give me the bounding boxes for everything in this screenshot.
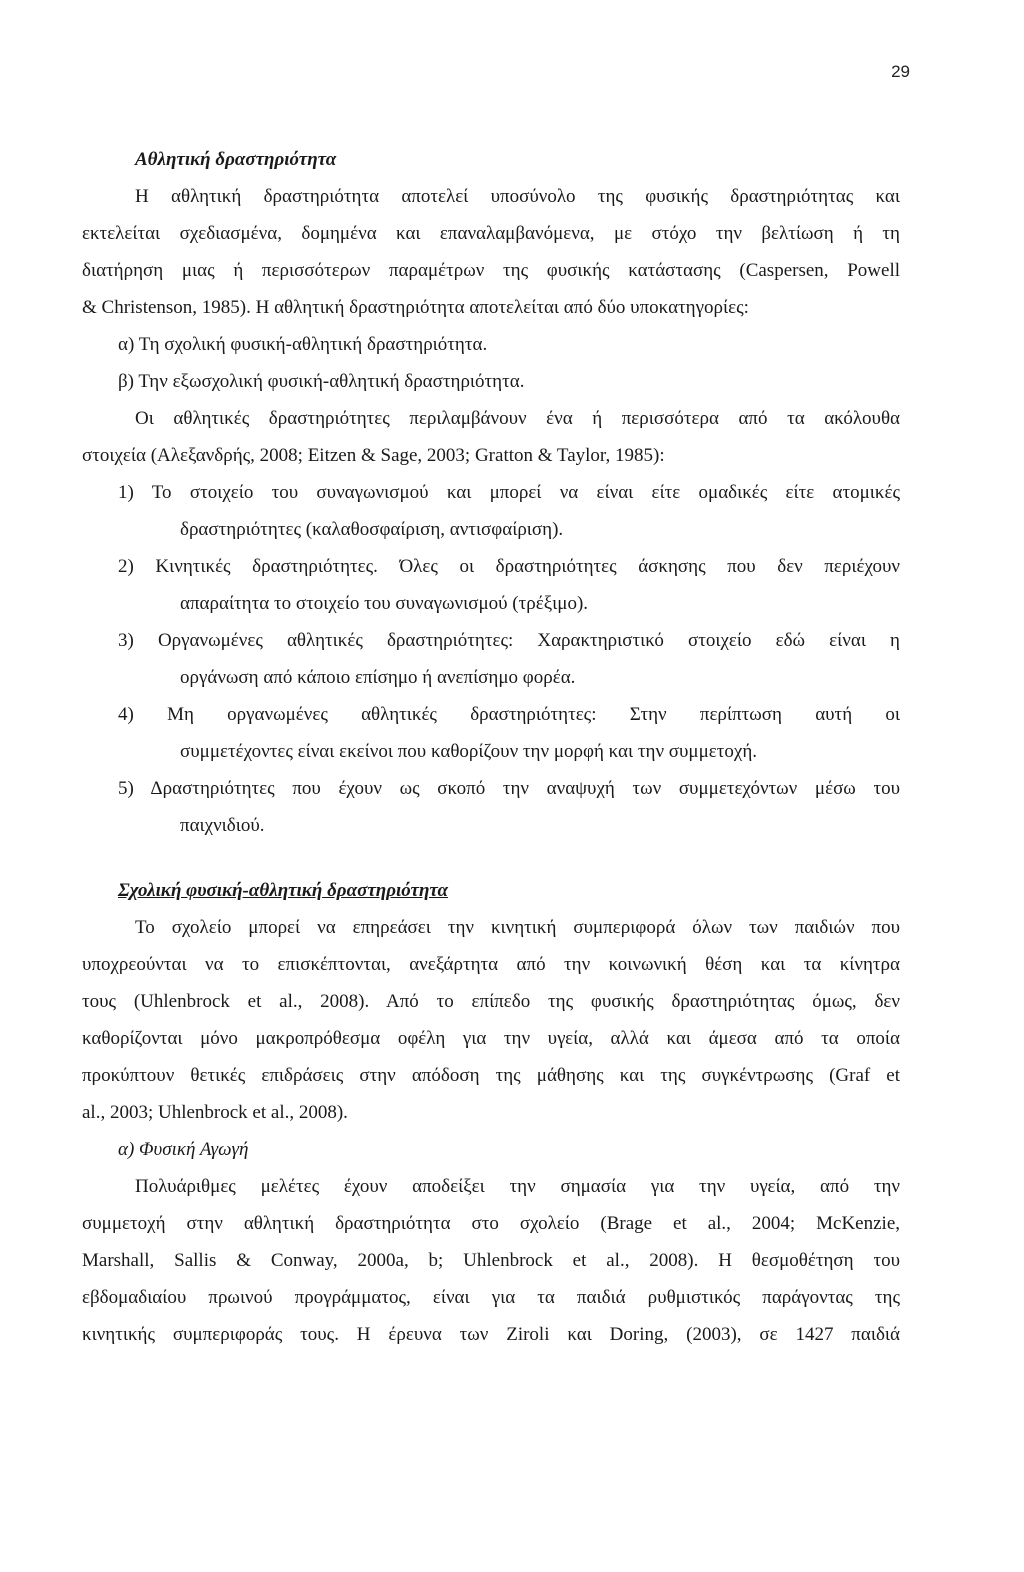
list-item-5-cont: παιχνιδιού. bbox=[180, 815, 265, 836]
subcategory-b: β) Την εξωσχολική φυσική-αθλητική δραστηριότητα. bbox=[118, 371, 525, 392]
paragraph-line: κινητικής συμπεριφοράς τους. Η έρευνα των Ziroli και Doring, (2003), σε 1427 παιδιά bbox=[82, 1324, 900, 1345]
list-item-3-cont: οργάνωση από κάποιο επίσημο ή ανεπίσημο φορέα. bbox=[180, 667, 576, 688]
list-item-2: 2) Κινητικές δραστηριότητες. Όλες οι δραστηριότητες άσκησης που δεν περιέχουν bbox=[118, 556, 900, 577]
list-item-2-cont: απαραίτητα το στοιχείο του συναγωνισμού (τρέξιμο). bbox=[180, 593, 589, 614]
subheading-physical-education: α) Φυσική Αγωγή bbox=[118, 1139, 249, 1160]
paragraph-line: προκύπτουν θετικές επιδράσεις στην απόδοση της μάθησης και της συγκέντρωσης (Graf et bbox=[82, 1065, 900, 1086]
section-heading-athletic-activity: Αθλητική δραστηριότητα bbox=[135, 149, 337, 170]
paragraph-line: διατήρηση μιας ή περισσότερων παραμέτρων της φυσικής κατάστασης (Caspersen, Powell bbox=[82, 260, 900, 281]
paragraph-line: al., 2003; Uhlenbrock et al., 2008). bbox=[82, 1102, 348, 1123]
page-number: 29 bbox=[891, 62, 910, 81]
paragraph-line: Η αθλητική δραστηριότητα αποτελεί υποσύνολο της φυσικής δραστηριότητας και bbox=[135, 186, 900, 207]
paragraph-line: εκτελείται σχεδιασμένα, δομημένα και επαναλαμβανόμενα, με στόχο την βελτίωση ή τη bbox=[82, 223, 900, 244]
paragraph-line: στοιχεία (Αλεξανδρής, 2008; Eitzen & Sage, 2003; Gratton & Taylor, 1985): bbox=[82, 445, 665, 466]
document-body bbox=[82, 148, 900, 1360]
paragraph-line: Marshall, Sallis & Conway, 2000a, b; Uhlenbrock et al., 2008). Η θεσμοθέτηση του bbox=[82, 1250, 900, 1271]
section-gap bbox=[82, 851, 900, 879]
paragraph-line: Οι αθλητικές δραστηριότητες περιλαμβάνουν ένα ή περισσότερα από τα ακόλουθα bbox=[135, 408, 900, 429]
list-item-3: 3) Οργανωμένες αθλητικές δραστηριότητες: Χαρακτηριστικό στοιχείο εδώ είναι η bbox=[118, 630, 900, 651]
paragraph-line: υποχρεούνται να το επισκέπτονται, ανεξάρτητα από την κοινωνική θέση και τα κίνητρα bbox=[82, 954, 900, 975]
list-item-4: 4) Μη οργανωμένες αθλητικές δραστηριότητες: Στην περίπτωση αυτή οι bbox=[118, 704, 900, 725]
paragraph-line: συμμετοχή στην αθλητική δραστηριότητα στο σχολείο (Brage et al., 2004; McKenzie, bbox=[82, 1213, 900, 1234]
section-heading-school-activity: Σχολική φυσική-αθλητική δραστηριότητα bbox=[118, 880, 449, 901]
paragraph-line: τους (Uhlenbrock et al., 2008). Από το επίπεδο της φυσικής δραστηριότητας όμως, δεν bbox=[82, 991, 900, 1012]
list-item-1: 1) Το στοιχείο του συναγωνισμού και μπορεί να είναι είτε ομαδικές είτε ατομικές bbox=[118, 482, 900, 503]
paragraph-line: Πολυάριθμες μελέτες έχουν αποδείξει την σημασία για την υγεία, από την bbox=[135, 1176, 900, 1197]
list-item-1-cont: δραστηριότητες (καλαθοσφαίριση, αντισφαίριση). bbox=[180, 519, 564, 540]
paragraph-line: εβδομαδιαίου πρωινού προγράμματος, είναι για τα παιδιά ρυθμιστικός παράγοντας της bbox=[82, 1287, 900, 1308]
paragraph-line: & Christenson, 1985). Η αθλητική δραστηριότητα αποτελείται από δύο υποκατηγορίες: bbox=[82, 297, 749, 318]
subcategory-a: α) Τη σχολική φυσική-αθλητική δραστηριότητα. bbox=[118, 334, 488, 355]
paragraph-line: καθορίζονται μόνο μακροπρόθεσμα οφέλη για την υγεία, αλλά και άμεσα από τα οποία bbox=[82, 1028, 900, 1049]
paragraph-line: Το σχολείο μπορεί να επηρεάσει την κινητική συμπεριφορά όλων των παιδιών που bbox=[135, 917, 900, 938]
list-item-5: 5) Δραστηριότητες που έχουν ως σκοπό την αναψυχή των συμμετεχόντων μέσω του bbox=[118, 778, 900, 799]
list-item-4-cont: συμμετέχοντες είναι εκείνοι που καθορίζουν την μορφή και την συμμετοχή. bbox=[180, 741, 758, 762]
